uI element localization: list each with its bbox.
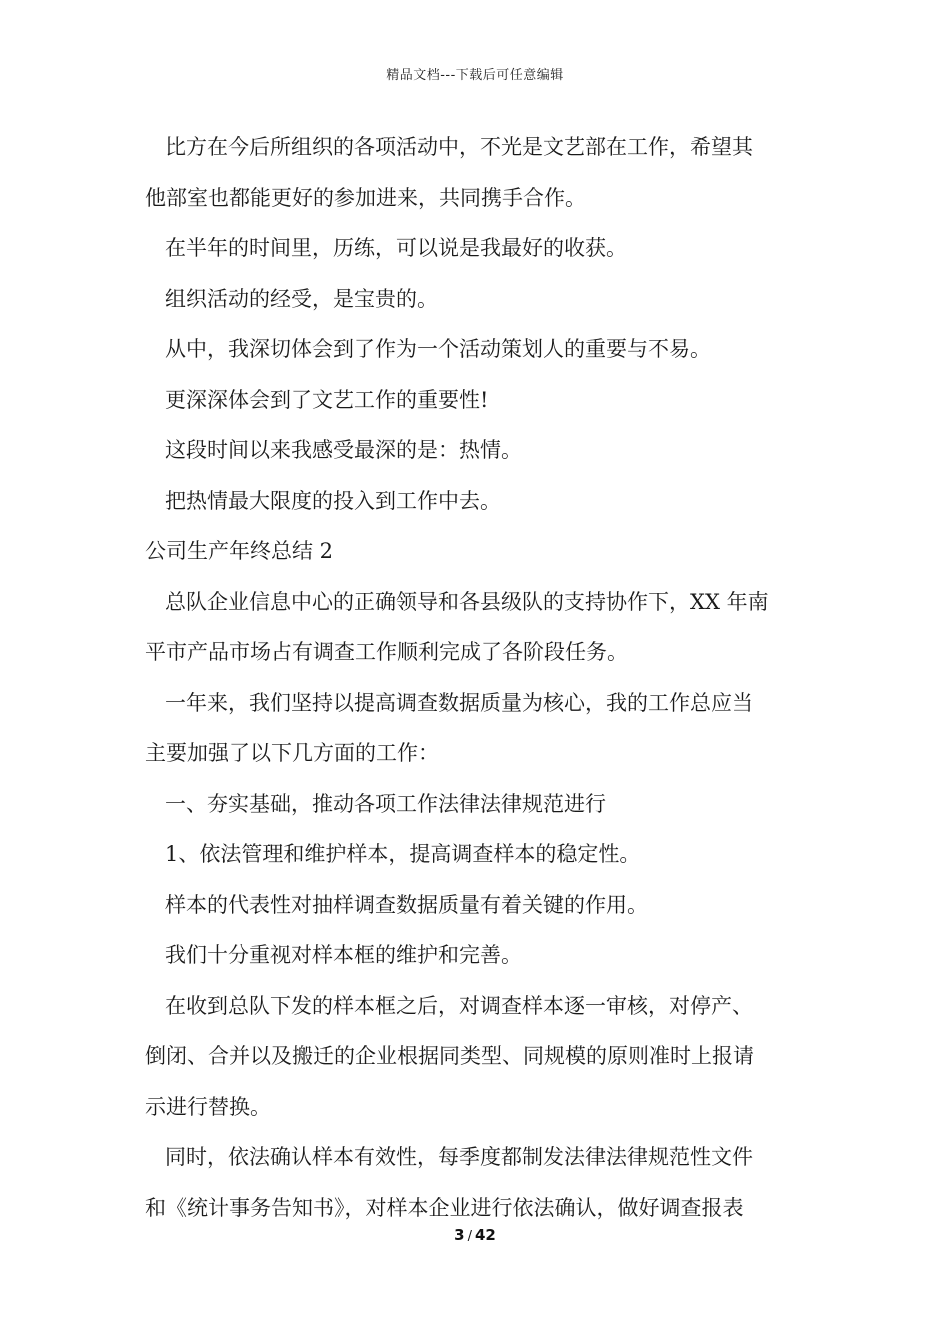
paragraph-line: 在半年的时间里，历练，可以说是我最好的收获。 <box>165 236 627 260</box>
paragraph-line: 把热情最大限度的投入到工作中去。 <box>165 488 501 513</box>
paragraph-line: 从中，我深切体会到了作为一个活动策划人的重要与不易。 <box>165 337 711 361</box>
paragraph-line: 比方在今后所组织的各项活动中，不光是文艺部在工作，希望其 <box>165 135 753 159</box>
paragraph-line: 一、夯实基础，推动各项工作法律法律规范进行 <box>165 791 606 816</box>
page-separator: / <box>467 1229 472 1244</box>
paragraph-line: 在收到总队下发的样本框之后，对调查样本逐一审核，对停产、 <box>165 993 753 1018</box>
current-page: 3 <box>454 1226 465 1244</box>
section-heading: 公司生产年终总结 2 <box>145 539 334 563</box>
paragraph-line: 平市产品市场占有调查工作顺利完成了各阶段任务。 <box>145 640 628 664</box>
paragraph-line: 1、依法管理和维护样本，提高调查样本的稳定性。 <box>165 842 641 866</box>
paragraph-line: 我们十分重视对样本框的维护和完善。 <box>165 943 522 967</box>
paragraph-line: 倒闭、合并以及搬迁的企业根据同类型、同规模的原则准时上报请 <box>145 1044 754 1068</box>
paragraph-line: 和《统计事务告知书》，对样本企业进行依法确认，做好调查报表 <box>145 1195 744 1220</box>
total-pages: 42 <box>474 1226 496 1244</box>
paragraph-line: 总队企业信息中心的正确领导和各县级队的支持协作下，XX 年南 <box>165 589 769 614</box>
paragraph-line: 他部室也都能更好的参加进来，共同携手合作。 <box>145 185 586 210</box>
page-header: 精品文档---下载后可任意编辑 <box>386 68 564 83</box>
page-number <box>0 1226 950 1244</box>
paragraph-line: 主要加强了以下几方面的工作： <box>145 741 439 765</box>
paragraph-line: 同时，依法确认样本有效性，每季度都制发法律法律规范性文件 <box>165 1145 753 1169</box>
paragraph-line: 这段时间以来我感受最深的是：热情。 <box>165 438 522 462</box>
paragraph-line: 示进行替换。 <box>145 1094 271 1119</box>
paragraph-line: 组织活动的经受，是宝贵的。 <box>165 286 438 311</box>
document-body <box>145 130 810 1241</box>
paragraph-line: 一年来，我们坚持以提高调查数据质量为核心，我的工作总应当 <box>165 690 753 715</box>
paragraph-line: 样本的代表性对抽样调查数据质量有着关键的作用。 <box>165 892 648 917</box>
paragraph-line: 更深深体会到了文艺工作的重要性! <box>165 387 489 412</box>
